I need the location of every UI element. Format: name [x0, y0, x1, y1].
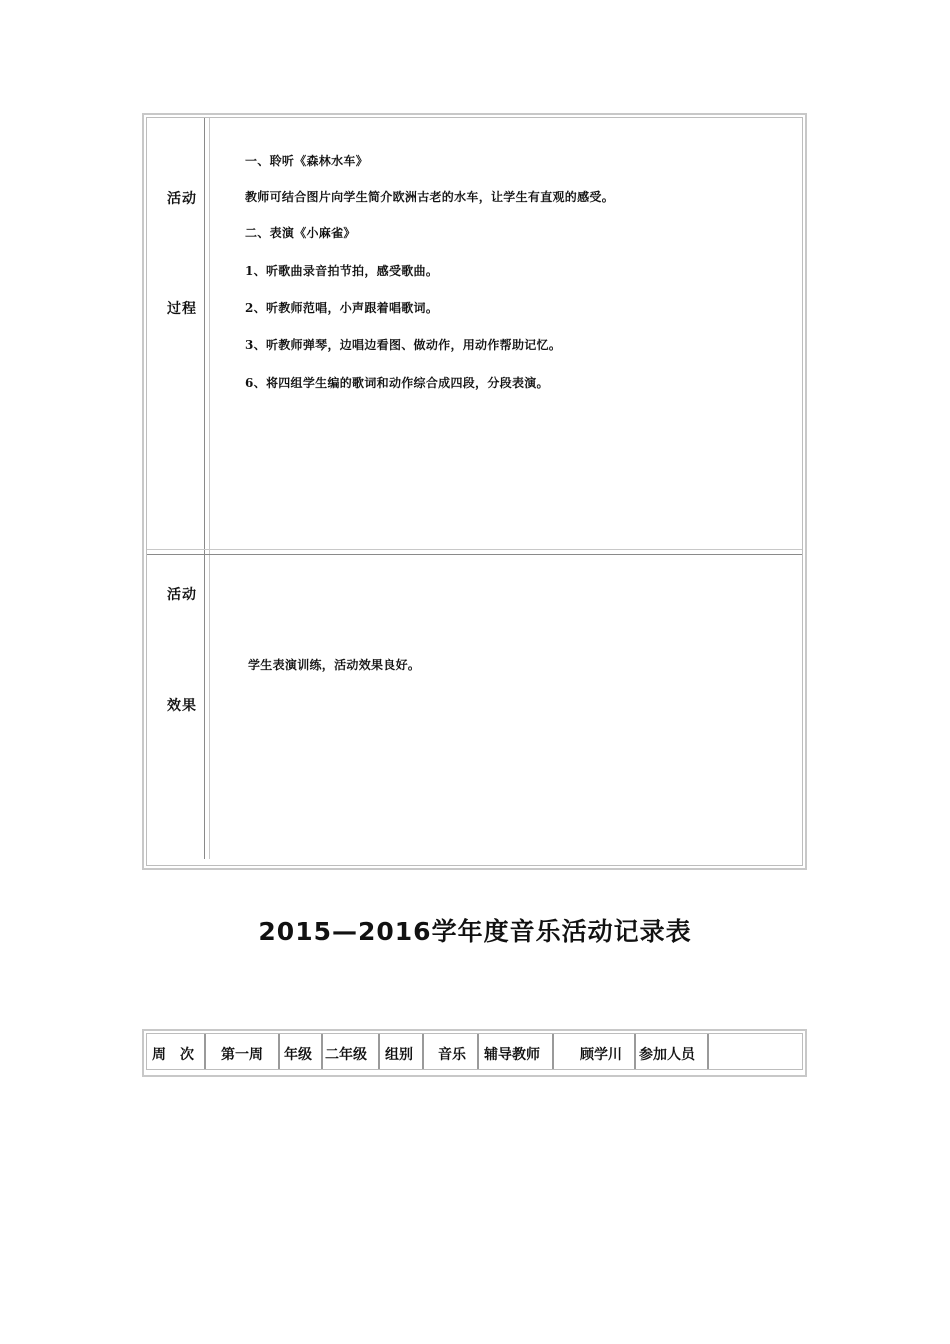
- record-header-table: [142, 1029, 807, 1077]
- process-line-7: 6、将四组学生编的歌词和动作综合成四段，分段表演。: [245, 376, 549, 390]
- grade-value: 二年级: [325, 1047, 367, 1063]
- process-line-5: 2、听教师范唱，小声跟着唱歌词。: [245, 301, 439, 315]
- cell-group-value: [424, 1034, 479, 1069]
- participants-label: 参加人员: [639, 1047, 695, 1063]
- cell-participants-value: [709, 1034, 802, 1069]
- cell-participants-label: [636, 1034, 709, 1069]
- teacher-label: 辅导教师: [484, 1047, 540, 1063]
- process-line-4: 1、听歌曲录音拍节拍，感受歌曲。: [245, 264, 439, 278]
- cell-week-value: [206, 1034, 280, 1069]
- cell-group-label: [380, 1034, 424, 1069]
- week-value: 第一周: [221, 1047, 263, 1063]
- cell-teacher-label: [479, 1034, 554, 1069]
- effect-label-top: 活动: [167, 587, 197, 603]
- group-label: 组别: [385, 1047, 413, 1063]
- process-label-bottom: 过程: [167, 301, 197, 317]
- cell-grade-value: [323, 1034, 380, 1069]
- group-value: 音乐: [438, 1047, 466, 1063]
- process-label-top: 活动: [167, 191, 197, 207]
- process-line-1: 一、聆听《森林水车》: [245, 154, 369, 168]
- cell-week-label: [147, 1034, 206, 1069]
- table-inner-border: [146, 117, 803, 866]
- effect-text: 学生表演训练，活动效果良好。: [248, 658, 421, 672]
- effect-label-bottom: 效果: [167, 698, 197, 714]
- row-divider: [147, 549, 802, 555]
- week-label: 周 次: [152, 1047, 194, 1063]
- grade-label: 年级: [284, 1047, 312, 1063]
- cell-grade-label: [280, 1034, 323, 1069]
- process-line-2: 教师可结合图片向学生简介欧洲古老的水车，让学生有直观的感受。: [245, 190, 615, 204]
- activity-record-table: [142, 113, 807, 870]
- teacher-value: 顾学川: [580, 1047, 622, 1063]
- page-title: 2015—2016学年度音乐活动记录表: [258, 917, 692, 946]
- process-line-6: 3、听教师弹琴，边唱边看图、做动作，用动作帮助记忆。: [245, 338, 562, 352]
- process-line-3: 二、表演《小麻雀》: [245, 226, 356, 240]
- column-divider: [204, 118, 210, 859]
- header-inner-border: [146, 1033, 803, 1070]
- cell-teacher-value: [554, 1034, 636, 1069]
